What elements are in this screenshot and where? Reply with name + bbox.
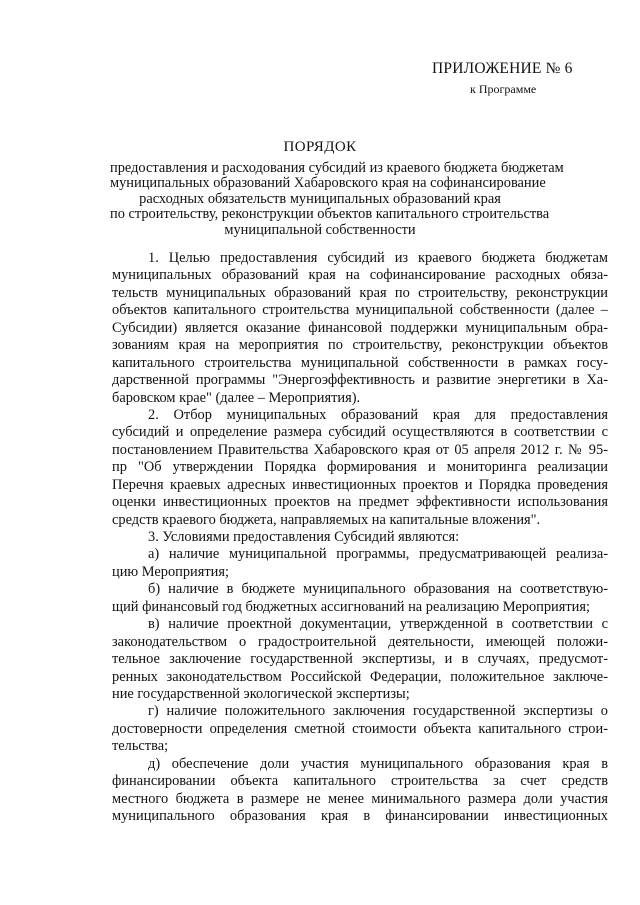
item-d-line: финансировании объекта капитального строительства за счет средств bbox=[112, 773, 608, 790]
subtitle-line: муниципальных образований Хабаровского края на софинансирование bbox=[110, 175, 546, 192]
item-b-line: щий финансовый год бюджетных ассигнований на реализацию Мероприятия; bbox=[112, 598, 590, 615]
subtitle-line: предоставления и расходования субсидий из краевого бюджета бюджетам bbox=[110, 160, 564, 176]
paragraph-2-line: Перечня краевых адресных инвестиционных проектов и Порядка проведения bbox=[112, 476, 608, 493]
item-a-line: цию Мероприятия; bbox=[112, 563, 229, 580]
paragraph-1-line: 1. Целью предоставления субсидий из краевого бюджета бюджетам bbox=[148, 250, 608, 266]
appendix-label: ПРИЛОЖЕНИЕ № 6 bbox=[432, 60, 573, 77]
paragraph-1-line: зованиям края на мероприятия по строительству, реконструкции объектов bbox=[112, 337, 608, 354]
item-d-line: д) обеспечение доли участия муниципального образования края в bbox=[148, 755, 608, 772]
paragraph-2-line: средств краевого бюджета, направляемых на капитальные вложения". bbox=[112, 511, 541, 528]
item-g-line: г) наличие положительного заключения государственной экспертизы о bbox=[148, 703, 608, 720]
item-g-line: достоверности определения сметной стоимости объекта капитального строи- bbox=[112, 720, 608, 737]
document-body bbox=[112, 250, 608, 825]
paragraph-1-line: объектов капитального строительства муниципальной собственности (далее – bbox=[112, 302, 608, 319]
item-d-line: муниципального образования края в финансировании инвестиционных bbox=[112, 808, 608, 824]
paragraph-2-line: пр "Об утверждении Порядка формирования и мониторинга реализации bbox=[112, 459, 608, 476]
paragraph-1-line: тельств муниципальных образований края по строительству, реконструкции bbox=[112, 284, 608, 301]
paragraph-1-line: дарственной программы "Энергоэффективность и развитие энергетики в Ха- bbox=[112, 372, 608, 389]
to-program-label: к Программе bbox=[470, 82, 537, 96]
paragraph-2-line: 2. Отбор муниципальных образований края для предоставления bbox=[148, 406, 608, 423]
item-v-line: тельное заключение государственной экспертизы, и в случаях, предусмот- bbox=[112, 651, 608, 668]
item-b-line: б) наличие в бюджете муниципального образования на соответствую- bbox=[148, 581, 608, 598]
paragraph-2-line: оценки инвестиционных проектов на предмет эффективности использования bbox=[112, 494, 608, 511]
item-v-line: ние государственной экологической экспертизы; bbox=[112, 685, 410, 702]
subtitle-line: муниципальной собственности bbox=[224, 221, 416, 238]
item-d-line: местного бюджета в размере не менее минимального размера доли участия bbox=[112, 790, 608, 807]
item-v-line: ренных законодательством Российской Федерации, положительное заключе- bbox=[112, 668, 608, 685]
item-g-line: тельства; bbox=[112, 738, 169, 755]
paragraph-3-line: 3. Условиями предоставления Субсидий являются: bbox=[148, 529, 460, 545]
paragraph-1-line: капитального строительства муниципальной собственности в рамках госу- bbox=[112, 354, 608, 371]
paragraph-1-line: муниципальных образований края на софинансирование расходных обяза- bbox=[112, 267, 608, 284]
paragraph-1-line: Субсидии) является оказание финансовой поддержки муниципальным обра- bbox=[112, 319, 608, 336]
document-subtitle bbox=[110, 160, 564, 238]
document-title: ПОРЯДОК bbox=[283, 139, 357, 155]
paragraph-2-line: субсидий и определение размера субсидий осуществляются в соответствии с bbox=[112, 424, 608, 441]
item-a-line: а) наличие муниципальной программы, предусматривающей реализа- bbox=[148, 546, 608, 563]
paragraph-2-line: постановлением Правительства Хабаровского края от 05 апреля 2012 г. № 95- bbox=[112, 441, 608, 458]
subtitle-line: по строительству, реконструкции объектов капитального строительства bbox=[110, 206, 550, 223]
paragraph-1-line: баровском крае" (далее – Мероприятия). bbox=[112, 389, 361, 406]
item-v-line: законодательством о градостроительной деятельности, имеющей положи- bbox=[112, 633, 608, 650]
item-v-line: в) наличие проектной документации, утвержденной в соответствии с bbox=[148, 616, 608, 633]
subtitle-line: расходных обязательств муниципальных образований края bbox=[139, 190, 501, 207]
